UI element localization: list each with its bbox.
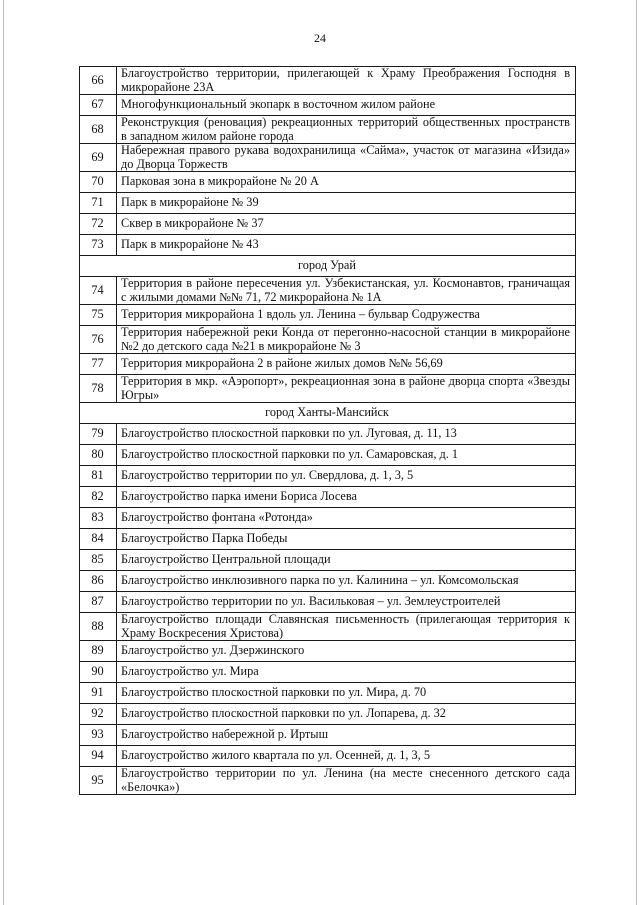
row-description: Территория микрорайона 1 вдоль ул. Ленина – бульвар Содружества (117, 305, 576, 326)
section-header-row (80, 403, 576, 424)
row-number: 69 (80, 144, 117, 172)
row-description: Благоустройство инклюзивного парка по ул. Калинина – ул. Комсомольская (117, 571, 576, 592)
table-row (80, 235, 576, 256)
row-description: Благоустройство парка имени Бориса Лосева (117, 487, 576, 508)
row-description: Благоустройство территории, прилегающей к Храму Преображения Господня в микрорайоне 23А (117, 67, 576, 95)
table-row (80, 354, 576, 375)
row-description: Территория микрорайона 2 в районе жилых домов №№ 56,69 (117, 354, 576, 375)
row-description: Территория в мкр. «Аэропорт», рекреационная зона в районе дворца спорта «Звезды Югры» (117, 375, 576, 403)
row-description: Территория набережной реки Конда от перегонно-насосной станции в микрорайоне №2 до детского сада №21 в микрорайоне № 3 (117, 326, 576, 354)
row-number: 87 (80, 592, 117, 613)
table-row (80, 326, 576, 354)
row-number: 78 (80, 375, 117, 403)
table-row (80, 424, 576, 445)
page-number: 24 (314, 31, 326, 45)
table-row (80, 445, 576, 466)
row-number: 89 (80, 641, 117, 662)
table-row (80, 550, 576, 571)
row-description: Благоустройство Парка Победы (117, 529, 576, 550)
row-number: 81 (80, 466, 117, 487)
row-number: 66 (80, 67, 117, 95)
row-description: Сквер в микрорайоне № 37 (117, 214, 576, 235)
row-description: Благоустройство ул. Дзержинского (117, 641, 576, 662)
table-row (80, 662, 576, 683)
row-number: 67 (80, 95, 117, 116)
row-number: 83 (80, 508, 117, 529)
row-description: Благоустройство плоскостной парковки по ул. Лопарева, д. 32 (117, 704, 576, 725)
row-number: 72 (80, 214, 117, 235)
row-description: Реконструкция (реновация) рекреационных территорий общественных пространств в западном жилом районе города (117, 116, 576, 144)
row-number: 88 (80, 613, 117, 641)
row-number: 93 (80, 725, 117, 746)
table-row (80, 305, 576, 326)
table-row (80, 172, 576, 193)
row-description: Благоустройство территории по ул. Свердлова, д. 1, 3, 5 (117, 466, 576, 487)
row-number: 85 (80, 550, 117, 571)
row-number: 80 (80, 445, 117, 466)
row-description: Территория в районе пересечения ул. Узбекистанская, ул. Космонавтов, граничащая с жилыми домами №№ 71, 72 микрорайона № 1А (117, 277, 576, 305)
row-description: Парк в микрорайоне № 39 (117, 193, 576, 214)
row-description: Благоустройство набережной р. Иртыш (117, 725, 576, 746)
row-number: 70 (80, 172, 117, 193)
row-description: Благоустройство территории по ул. Ленина (на месте снесенного детского сада «Белочка») (117, 767, 576, 795)
table-row (80, 725, 576, 746)
row-description: Благоустройство плоскостной парковки по ул. Луговая, д. 11, 13 (117, 424, 576, 445)
table-row (80, 613, 576, 641)
row-number: 75 (80, 305, 117, 326)
row-number: 91 (80, 683, 117, 704)
row-description: Набережная правого рукава водохранилища «Сайма», участок от магазина «Изида» до Дворца Торжеств (117, 144, 576, 172)
row-number: 94 (80, 746, 117, 767)
row-description: Благоустройство жилого квартала по ул. Осенней, д. 1, 3, 5 (117, 746, 576, 767)
row-description: Благоустройство Центральной площади (117, 550, 576, 571)
row-number: 92 (80, 704, 117, 725)
row-number: 74 (80, 277, 117, 305)
table-row (80, 571, 576, 592)
table-row (80, 67, 576, 95)
section-header-row (80, 256, 576, 277)
row-number: 71 (80, 193, 117, 214)
table-row (80, 529, 576, 550)
row-number: 77 (80, 354, 117, 375)
territory-list-table (79, 66, 576, 795)
table-row (80, 641, 576, 662)
row-description: Благоустройство плоскостной парковки по ул. Мира, д. 70 (117, 683, 576, 704)
row-number: 76 (80, 326, 117, 354)
scan-edge-right (636, 0, 637, 905)
table-row (80, 193, 576, 214)
table-row (80, 116, 576, 144)
table-row (80, 487, 576, 508)
row-description: Парк в микрорайоне № 43 (117, 235, 576, 256)
row-description: Парковая зона в микрорайоне № 20 А (117, 172, 576, 193)
row-number: 95 (80, 767, 117, 795)
row-number: 90 (80, 662, 117, 683)
row-number: 84 (80, 529, 117, 550)
table-row (80, 767, 576, 795)
row-number: 68 (80, 116, 117, 144)
table-row (80, 95, 576, 116)
row-number: 82 (80, 487, 117, 508)
scan-edge-left (3, 0, 4, 905)
table-row (80, 277, 576, 305)
row-number: 86 (80, 571, 117, 592)
row-description: Многофункциональный экопарк в восточном жилом районе (117, 95, 576, 116)
table-row (80, 704, 576, 725)
table-row (80, 508, 576, 529)
row-description: Благоустройство фонтана «Ротонда» (117, 508, 576, 529)
table-row (80, 592, 576, 613)
table-body (80, 67, 576, 795)
section-title: город Урай (80, 256, 576, 277)
row-number: 73 (80, 235, 117, 256)
row-number: 79 (80, 424, 117, 445)
row-description: Благоустройство ул. Мира (117, 662, 576, 683)
table-row (80, 683, 576, 704)
section-title: город Ханты-Мансийск (80, 403, 576, 424)
table-row (80, 375, 576, 403)
row-description: Благоустройство площади Славянская письменность (прилегающая территория к Храму Воскресения Христова) (117, 613, 576, 641)
table-row (80, 144, 576, 172)
table-row (80, 214, 576, 235)
table-row (80, 746, 576, 767)
row-description: Благоустройство плоскостной парковки по ул. Самаровская, д. 1 (117, 445, 576, 466)
table-row (80, 466, 576, 487)
row-description: Благоустройство территории по ул. Васильковая – ул. Землеустроителей (117, 592, 576, 613)
